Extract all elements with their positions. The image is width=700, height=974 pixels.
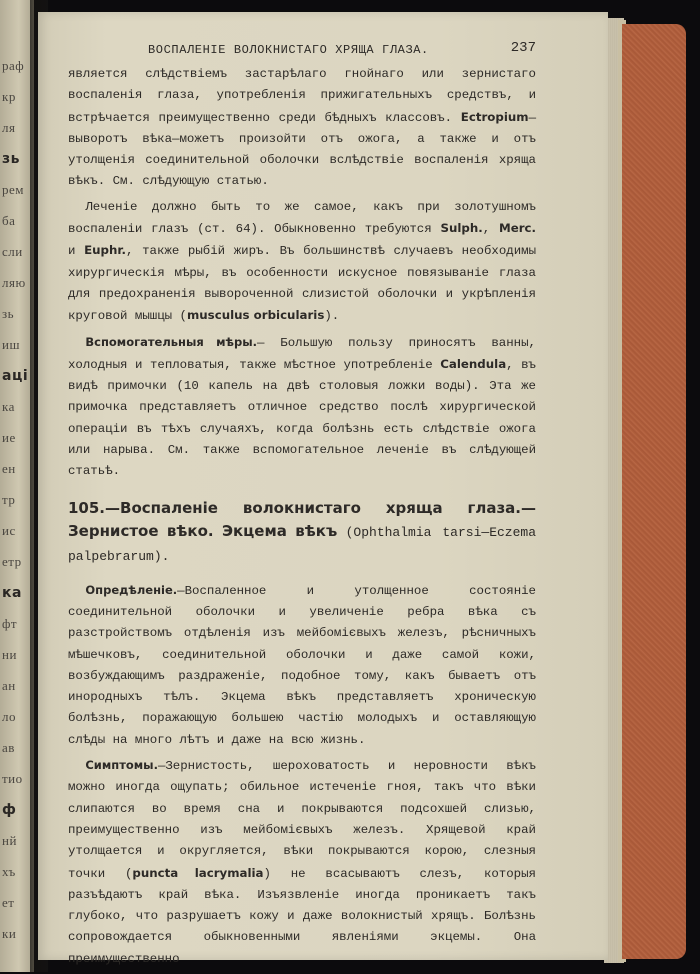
paragraph-definition: Опредѣленіе.—Воспаленное и утолщенное состояніе соединительной оболочки и увеличеніе ребра вѣка съ разстройствомъ отдѣленія изъ мейбомієвыхъ железъ, рѣсничныхъ мѣшечковъ, соединительной оболочки и даже самой кожи, возбуждающимъ раздраженіе, подобное тому, какъ бываетъ отъ инородныхъ тѣлъ. Экцема вѣкъ представляетъ хроническую болѣзнь, поражающую большею частію молодыхъ и оставляющую слѣды на много лѣтъ и даже на всю жизнь. (68, 582, 536, 747)
running-title: ВОСПАЛЕНІЕ ВОЛОКНИСТАГО ХРЯЩА ГЛАЗА. (148, 43, 429, 57)
left-page-fragment: ие (2, 430, 16, 445)
term-musculus: musculus orbicularis (186, 308, 325, 323)
left-page-fragment: ляю (2, 275, 26, 290)
left-page-fragment: зь (2, 306, 15, 321)
book-cover (622, 24, 686, 959)
section-latin-name: (Ophthalmia tarsi—Eczema palpebrarum). (68, 524, 536, 564)
remedy-sulph: Sulph. (440, 221, 483, 236)
left-page-fragment: ни (2, 647, 17, 662)
left-page-fragment: ав (2, 740, 15, 755)
left-page-fragment: сли (2, 244, 23, 259)
paragraph-ectropium: является слѣдствіемъ застарѣлаго гнойнаго или зернистаго воспаленія глаза, употребленія прижигательныхъ средствъ, и встрѣчается преимущественно среди бѣдныхъ классовъ. Ectropium—выворотъ вѣка—можетъ произойти отъ ожога, а также и отъ утолщенія соединительной оболочки вслѣдствіе воспаленія хряща вѣкъ. См. слѣдующую статью. (68, 67, 537, 189)
term-ectropium: Ectropium (460, 109, 529, 124)
left-page-fragment: нй (2, 833, 17, 848)
lead-auxiliary: Вспомогательныя мѣры. (85, 334, 258, 349)
left-page-fragment: ка (2, 585, 22, 601)
left-page-fragment: тио (2, 771, 23, 786)
left-page-fragment: рем (2, 182, 24, 197)
page-number: 237 (510, 40, 536, 56)
left-page-edge (0, 0, 34, 972)
lead-definition: Опредѣленіе. (85, 582, 178, 597)
left-page-fragment: ен (2, 461, 16, 476)
section-heading-105: 105.—Воспаленіе волокнистаго хряща глаза.—Зернистое вѣко. Экцема вѣкъ (Ophthalmia tarsi—Eczema palpebrarum). (68, 498, 536, 564)
remedy-calendula: Calendula (440, 356, 507, 371)
left-page-fragment: ло (2, 709, 16, 724)
left-page-fragment: хъ (2, 864, 16, 879)
left-page-fragment: аці (2, 368, 29, 384)
left-page-fragment: ис (2, 523, 16, 538)
left-page-fragment: ка (2, 399, 15, 414)
left-page-fragment: раф (2, 58, 25, 73)
paragraph-auxiliary: Вспомогательныя мѣры.— Большую пользу приносятъ ванны, холодныя и тепловатыя, также мѣстное употребленіе Calendula, въ видѣ примочки (10 капель на двѣ столовыя ложки воды). Эта же примочка представляетъ отличное средство послѣ хирургической операціи въ тѣхъ случаяхъ, когда болѣзнь есть слѣдствіе ожога или нарыва. См. также вспомогательное леченіе въ слѣдующей статьѣ. (68, 334, 536, 479)
left-page-fragment: кр (2, 89, 16, 104)
term-puncta: puncta lacrymalia (132, 865, 264, 880)
left-page-fragment: етр (2, 554, 22, 569)
left-page-fragment: тр (2, 492, 16, 507)
paragraph-symptoms: Симптомы.—Зернистость, шероховатость и неровности вѣкъ можно иногда ощупать; обильное истеченіе гноя, такъ что вѣки слипаются во время сна и покрываются подсохшей слизью, преимущественно изъ мейбомієвыхъ железъ. Хрящевой край утолщается и округляется, вѣки покрываются корою, слезныя точки (puncta lacrymalia) не всасываютъ слезъ, которыя разъѣдаютъ край вѣка. Изъязвленіе иногда проникаетъ такъ глубоко, что разрушаетъ кожу и даже волокнистый хрящъ. Болѣзнь сопровождается обыкновенными явленіями экцемы. Она преимущественно (68, 758, 536, 966)
page-content (68, 38, 536, 974)
left-page-fragment: ба (2, 213, 16, 228)
left-page-fragment: ки (2, 926, 17, 941)
page-header (148, 38, 536, 64)
lead-symptoms: Симптомы. (85, 758, 158, 773)
left-page-fragment: ф (2, 802, 17, 818)
remedy-merc: Merc. (498, 221, 537, 236)
paragraph-treatment: Леченіе должно быть то же самое, какъ при золотушномъ воспаленіи глазъ (ст. 64). Обыкновенно требуются Sulph., Merc. и Euphr., также рыбій жиръ. Въ большинствѣ случаевъ необходимы хирургическія мѣры, въ особенности искусное повязываніе глаза для предохраненія вывороченной слизистой оболочки и укрѣпленія круговой мышцы (musculus orbicularis). (68, 199, 537, 324)
remedy-euphr: Euphr. (84, 243, 127, 258)
left-page-fragment: ет (2, 895, 15, 910)
left-page-fragment: иш (2, 337, 20, 352)
left-page-fragment: ля (2, 120, 16, 135)
left-page-fragment: ан (2, 678, 16, 693)
left-page-fragment: фт (2, 616, 18, 631)
left-page-fragment: зь (2, 151, 20, 167)
